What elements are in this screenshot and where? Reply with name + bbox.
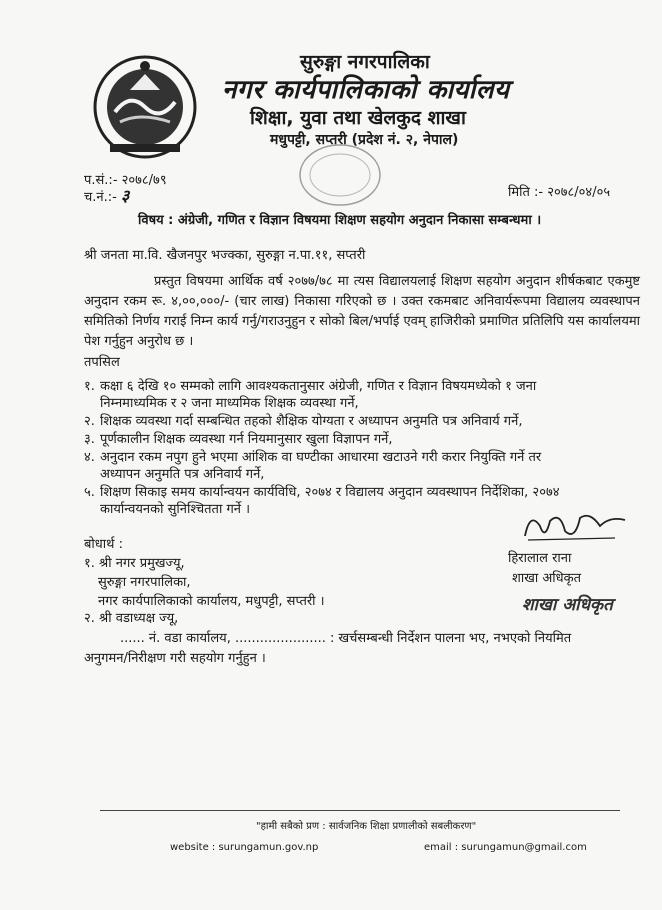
cc-block [84, 535, 325, 611]
cc-line: २. श्री वडाध्यक्ष ज्यू, [84, 611, 179, 626]
cc-line: ...... नं. वडा कार्यालय, ...................... : खर्चसम्बन्धी निर्देशन पालना भए, नभएको नियमित [120, 631, 572, 646]
chalani-value: ३ [120, 186, 130, 205]
title-stamp: शाखा अधिकृत [522, 595, 613, 615]
letter-addressee: श्री जनता मा.वि. खैजनपुर भज्क्का, सुरुङ्गा न.पा.११, सप्तरी [84, 248, 366, 263]
footer-website: website : surungamun.gov.np [170, 842, 319, 853]
list-item: ४. अनुदान रकम नपुग हुने भएमा आंशिक वा घण्टीका आधारमा खटाउने गरी करार नियुक्ति गर्ने तर अध्यापन अनुमति पत्र अनिवार्य गर्ने, [84, 450, 542, 482]
cc-label: बोधार्थ : [84, 537, 123, 552]
letter-date: मिति :- २०७८/०४/०५ [508, 185, 611, 200]
municipality-name: सुरुङ्गा नगरपालिका [300, 51, 430, 73]
round-stamp-icon [295, 140, 385, 210]
office-name: नगर कार्यपालिकाको कार्यालय [222, 75, 510, 105]
municipality-logo-icon [90, 52, 200, 162]
signatory-title: शाखा अधिकृत [512, 571, 582, 586]
footer-motto: "हामी सबैको प्रण : सार्वजनिक शिक्षा प्रणालीको सबलीकरण" [256, 821, 477, 832]
signature-icon [520, 506, 630, 546]
chalani-number [84, 184, 129, 206]
chalani-label: च.नं.:- [84, 190, 117, 205]
signatory-name: हिरालाल राना [508, 551, 572, 566]
list-item: ३. पूर्णकालीन शिक्षक व्यवस्था गर्न नियमानुसार खुला विज्ञापन गर्ने, [84, 432, 393, 447]
patra-sankhya: प.सं.:- २०७८/७९ [84, 173, 167, 188]
list-item: २. शिक्षक व्यवस्था गर्दा सम्बन्धित तहको शैक्षिक योग्यता र अध्यापन अनुमति पत्र अनिवार्य गर्ने, [84, 414, 523, 429]
footer-email: email : surungamun@gmail.com [424, 842, 587, 853]
branch-name: शिक्षा, युवा तथा खेलकुद शाखा [250, 107, 466, 129]
letter-subject: विषय : अंग्रेजी, गणित र विज्ञान विषयमा शिक्षण सहयोग अनुदान निकासा सम्बन्धमा । [138, 213, 542, 228]
list-item: १. कक्षा ६ देखि १० सम्मको लागि आवश्यकतानुसार अंग्रेजी, गणित र विज्ञान विषयमध्येको १ जना निम्नमाध्यमिक र २ जना माध्यमिक शिक्षक व्यवस्था गर्ने, [84, 379, 537, 411]
footer-divider [100, 810, 620, 811]
cc-line: नगर कार्यपालिकाको कार्यालय, मधुपट्टी, सप्तरी । [98, 594, 325, 609]
cc-line: १. श्री नगर प्रमुखज्यू, [84, 556, 185, 571]
office-address: मधुपट्टी, सप्तरी (प्रदेश नं. २, नेपाल) [270, 132, 459, 148]
list-item: ५. शिक्षण सिकाइ समय कार्यान्वयन कार्यविधि, २०७४ र विद्यालय अनुदान व्यवस्थापन निर्देशिका, २०७४ कार्यान्वयनको सुनिश्चितता गर्ने । [84, 485, 560, 517]
letter-body: प्रस्तुत विषयमा आर्थिक वर्ष २०७७/७८ मा त्यस विद्यालयलाई शिक्षण सहयोग अनुदान शीर्षकबाट एकमुष्ट अनुदान रकम रू. ४,००,०००/- (चार लाख) निकासा गरिएको छ । उक्त रकमबाट अनिवार्यरूपमा विद्यालय व्यवस्थापन समितिको निर्णय गराई निम्न कार्य गर्नु/गराउनुहुन र सोको बिल/भर्पाई एवम् हाजिरीको प्रमाणित प्रतिलिपि यस कार्यालयमा पेश गर्नुहुन अनुरोध छ । [84, 274, 640, 349]
details-label: तपसिल [84, 355, 120, 370]
cc-line: अनुगमन/निरीक्षण गरी सहयोग गर्नुहुन । [84, 651, 266, 666]
cc-line: सुरुङ्गा नगरपालिका, [98, 575, 191, 590]
details-list [84, 378, 640, 519]
